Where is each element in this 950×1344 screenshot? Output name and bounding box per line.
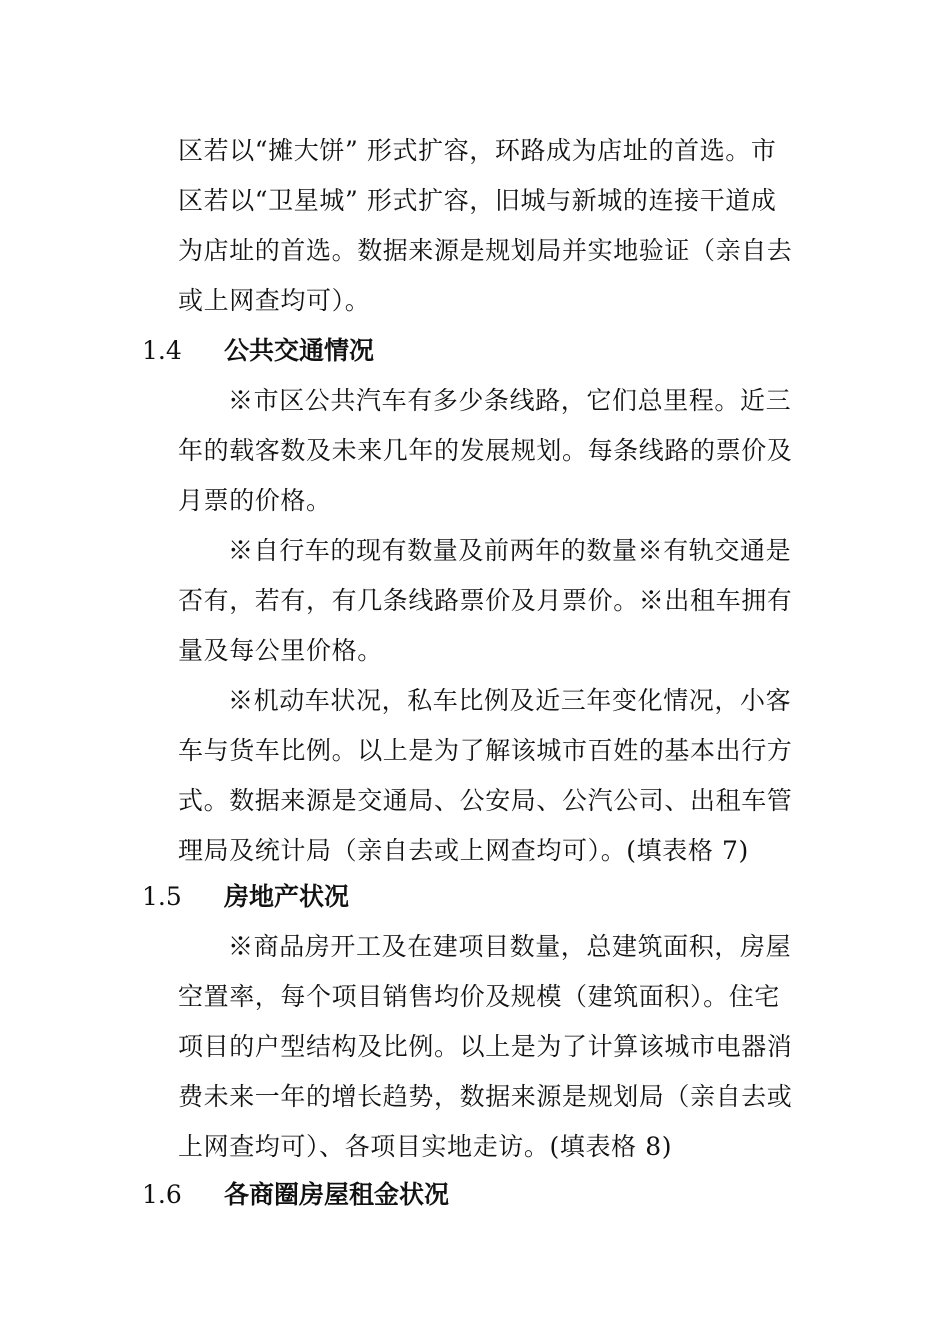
text-line: 理局及统计局（亲自去或上网查均可）。(填表格 7) [178, 836, 749, 865]
text-line: 否有，若有，有几条线路票价及月票价。※出租车拥有 [178, 586, 793, 615]
section-title: 各商圈房屋租金状况 [224, 1180, 450, 1209]
section-number: 1.4 [142, 336, 182, 365]
section-number: 1.5 [142, 882, 182, 911]
section-title: 房地产状况 [224, 882, 350, 911]
text-line: 区若以“卫星城” 形式扩容，旧城与新城的连接干道成 [178, 186, 777, 215]
text-line: ※市区公共汽车有多少条线路，它们总里程。近三 [228, 386, 792, 415]
section-1-4-paragraph-3 [178, 676, 818, 876]
text-line: 区若以“摊大饼” 形式扩容，环路成为店址的首选。市 [178, 136, 777, 165]
section-1-5-paragraph-1 [178, 922, 818, 1172]
text-line: 量及每公里价格。 [178, 636, 383, 665]
text-line: 年的载客数及未来几年的发展规划。每条线路的票价及 [178, 436, 793, 465]
text-line: 上网查均可）、各项目实地走访。(填表格 8) [178, 1132, 673, 1161]
text-line: 车与货车比例。以上是为了解该城市百姓的基本出行方 [178, 736, 793, 765]
section-title: 公共交通情况 [224, 336, 375, 365]
section-number: 1.6 [142, 1180, 182, 1209]
text-line: 空置率，每个项目销售均价及规模（建筑面积）。住宅 [178, 982, 780, 1011]
text-line: 式。数据来源是交通局、公安局、公汽公司、出租车管 [178, 786, 793, 815]
section-heading-1-4 [142, 326, 374, 376]
text-line: ※自行车的现有数量及前两年的数量※有轨交通是 [228, 536, 792, 565]
text-line: ※机动车状况，私车比例及近三年变化情况，小客 [228, 686, 792, 715]
text-line: ※商品房开工及在建项目数量，总建筑面积，房屋 [228, 932, 792, 961]
text-line: 月票的价格。 [178, 486, 332, 515]
text-line: 费未来一年的增长趋势，数据来源是规划局（亲自去或 [178, 1082, 793, 1111]
section-1-4-paragraph-1 [178, 376, 818, 526]
section-1-4-paragraph-2 [178, 526, 818, 676]
section-heading-1-5 [142, 872, 349, 922]
text-line: 项目的户型结构及比例。以上是为了计算该城市电器消 [178, 1032, 793, 1061]
text-line: 或上网查均可）。 [178, 286, 371, 315]
intro-paragraph [178, 126, 818, 326]
section-heading-1-6 [142, 1170, 449, 1220]
text-line: 为店址的首选。数据来源是规划局并实地验证（亲自去 [178, 236, 793, 265]
